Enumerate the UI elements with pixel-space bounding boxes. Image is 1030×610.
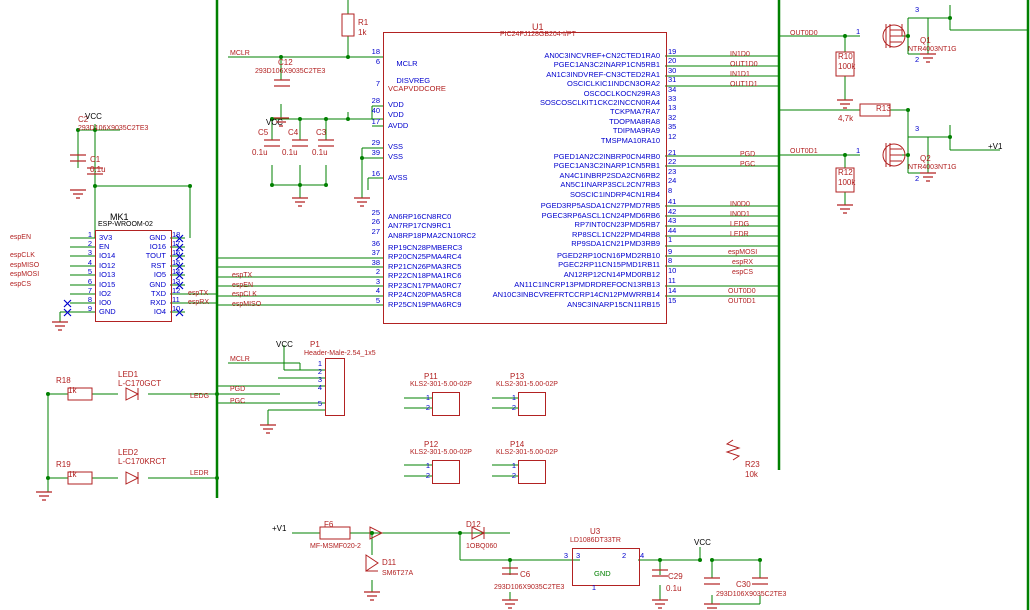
p1-pin-1: 1 <box>317 359 322 368</box>
mcu-right-num-14: 14 <box>668 286 677 295</box>
p1-pin-4: 4 <box>317 383 322 392</box>
ref-R19: R19 <box>56 460 71 469</box>
esp-pin-txd: TXD <box>151 289 166 298</box>
ref-F6: F6 <box>324 520 334 529</box>
esp-num-5: 5 <box>87 267 92 276</box>
mcu-right-num-42: 42 <box>668 207 677 216</box>
net-label-out0d1-mcu: OUT0D1 <box>728 298 756 305</box>
net-label-pgc-header: PGC <box>230 398 246 405</box>
val-R18: 1k <box>68 386 77 395</box>
net-label-vcc-reg: VCC <box>694 538 711 547</box>
reg-pin-in-num: 3 <box>563 551 568 560</box>
esp-pin-gnd-13: GND <box>149 280 166 289</box>
ref-D11: D11 <box>382 558 397 567</box>
mcu-right-pin-ra2: OSCICLKIC1INDCN3ORA2 <box>567 79 660 88</box>
mcu-right-pin-rb1a: PGEC1AN3C2INARP1CN5RB1 <box>553 60 660 69</box>
mcu-left-pin-rc2: AN8RP18PMA2CN10RC2 <box>388 231 476 240</box>
mcu-right-num-8: 8 <box>668 186 673 195</box>
mcu-left-pin-rc6: RP22CN18PMA1RC6 <box>388 271 462 280</box>
esp-num-8: 8 <box>87 295 92 304</box>
p1-pin-2: 2 <box>317 367 322 376</box>
esp-pin-io4: IO4 <box>153 307 166 316</box>
val-Q2: NTR4003NT1G <box>908 164 957 171</box>
mcu-right-pin-rb4: SOSCIC1INDRP4CN1RB4 <box>569 190 660 199</box>
val-LED1: L-C170GCT <box>118 379 162 388</box>
esp-num-13: 13 <box>172 277 181 286</box>
esp-part: ESP-WROOM-02 <box>98 221 153 228</box>
pin-name: MCLR <box>396 59 418 69</box>
ref-U3: U3 <box>590 527 601 536</box>
net-label-espmiso-left: espMISO <box>10 262 40 269</box>
esp-num-11: 11 <box>172 295 180 304</box>
esp-pin-rst: RST <box>151 261 166 270</box>
mcu-left-num-28: 28 <box>371 96 380 105</box>
esp-pin-gnd-18: GND <box>149 233 166 242</box>
p11-body <box>432 392 460 416</box>
mcu-right-pin-ra8: TDOPMA8RA8 <box>609 117 660 126</box>
net-label-ledr-wire: LEDR <box>190 470 209 477</box>
mcu-right-num-15: 15 <box>668 296 677 305</box>
net-label-ledg: LEDG <box>730 221 750 228</box>
esp-pin-io5: IO5 <box>153 270 166 279</box>
mcu-left-num-27: 27 <box>371 227 380 236</box>
net-label-espen-left: espEN <box>10 234 32 241</box>
net-label-espcs: espCS <box>732 269 754 276</box>
mcu-right-num-22: 22 <box>668 157 677 166</box>
ref-R10: R10 <box>838 52 853 61</box>
ref-R12: R12 <box>838 168 853 177</box>
mcu-right-num-13: 13 <box>668 103 677 112</box>
mcu-right-num-23: 23 <box>668 167 677 176</box>
ref-LED1: LED1 <box>118 370 139 379</box>
reg-pin-out-num: 4 <box>640 551 645 560</box>
net-label-v1-in: +V1 <box>272 524 287 533</box>
pin-name: DISVREG <box>396 76 431 86</box>
net-label-pgc: PGC <box>740 161 756 168</box>
net-label-espmosi-left: espMOSI <box>10 271 40 278</box>
ref-C12: C12 <box>278 58 293 67</box>
mcu-right-pin-rb2: AN4C1INBRP2SDA2CN6RB2 <box>559 171 660 180</box>
net-label-esptx: espTX <box>232 272 253 279</box>
ref-LED2: LED2 <box>118 448 139 457</box>
val-R13: 4,7k <box>838 114 854 123</box>
mcu-right-pin-ra0: AN0C3INCVREF+CN2CTED1RA0 <box>544 51 660 60</box>
mcu-right-num-34: 34 <box>668 85 677 94</box>
val-C4: 0.1u <box>282 148 298 157</box>
reg-pin-in: 3 <box>576 551 581 560</box>
mcu-right-num-31: 31 <box>668 75 677 84</box>
net-label-espmosi: espMOSI <box>728 249 758 256</box>
p14-pin-1: 1 <box>511 461 516 470</box>
esp-num-6: 6 <box>87 277 92 286</box>
val-P13: KLS2-301-5.00-02P <box>496 381 558 388</box>
mcu-right-pin-ra7: TCKPMA7RA7 <box>609 107 660 116</box>
mcu-right-pin-rb14: AN10C3INBCVREFRTCCRP14CN12PMWRRB14 <box>492 290 660 299</box>
esp-pin-en: EN <box>99 242 110 251</box>
esp-pin-tout: TOUT <box>145 251 166 260</box>
mcu-right-pin-rb9: RP9SDA1CN21PMD3RB9 <box>571 239 660 248</box>
esp-pin-rxd: RXD <box>150 298 166 307</box>
mcu-right-num-21: 21 <box>668 148 677 157</box>
net-label-v1-right: +V1 <box>988 142 1003 151</box>
mcu-left-num-3: 3 <box>375 277 380 286</box>
net-label-vcc-header: VCC <box>276 340 293 349</box>
mcu-right-pin-ra4: SOSCOSCLKIT1CKC2INCCN0RA4 <box>539 98 660 107</box>
mcu-right-num-32: 32 <box>668 113 677 122</box>
net-label-out0d1: OUT0D1 <box>790 148 818 155</box>
val-C1: 0.1u <box>90 165 106 174</box>
val-P11: KLS2-301-5.00-02P <box>410 381 472 388</box>
q1-source-num: 2 <box>915 55 920 64</box>
mcu-right-pin-rb13: AN11C1INCRP13PMDRDREFOCN13RB13 <box>514 280 660 289</box>
net-label-out0d0-mcu: OUT0D0 <box>728 288 756 295</box>
net-label-mclr-header: MCLR <box>230 356 250 363</box>
mcu-right-pin-rb11: PGEC2RP11CN15PMD1RB11 <box>558 260 660 269</box>
esp-num-4: 4 <box>87 258 92 267</box>
val-P14: KLS2-301-5.00-02P <box>496 449 558 456</box>
ref-P14: P14 <box>510 440 525 449</box>
reg-pin-gnd: GND <box>594 569 611 578</box>
mcu-right-num-41: 41 <box>668 197 677 206</box>
esp-num-18: 18 <box>172 230 181 239</box>
reg-pin-out: 2 <box>622 551 627 560</box>
ref-P1: P1 <box>310 340 320 349</box>
esp-pin-io13: IO13 <box>99 270 116 279</box>
mcu-left-pin-vcap: VCAPVDDCORE <box>388 84 446 93</box>
val-C30: 293D106X9035C2TE3 <box>716 591 787 598</box>
esp-num-12: 12 <box>172 286 181 295</box>
mcu-left-num-5: 5 <box>375 296 380 305</box>
p1-pin-5: 5 <box>317 399 322 408</box>
net-label-esptx-right: espTX <box>188 290 209 297</box>
ref-C29: C29 <box>668 572 683 581</box>
val-R10: 100k <box>838 62 856 71</box>
mcu-left-pin-vdd2: VDD <box>388 110 404 119</box>
net-label-in0d0: IN0D0 <box>730 201 750 208</box>
esp-pin-io15: IO15 <box>99 280 116 289</box>
esp-num-7: 7 <box>87 286 92 295</box>
esp-num-14: 14 <box>172 267 181 276</box>
mcu-left-num-16: 16 <box>371 169 380 178</box>
p11-pin-1: 1 <box>425 393 430 402</box>
mcu-right-num-8b: 8 <box>668 256 673 265</box>
mcu-left-pin-rc7: RP23CN17PMA0RC7 <box>388 281 462 290</box>
mcu-right-pin-rb12: AN12RP12CN14PMD0RB12 <box>563 270 660 279</box>
val-C29: 0.1u <box>666 584 682 593</box>
esp-pin-io0: IO0 <box>99 298 112 307</box>
esp-pin-3v3: 3V3 <box>99 233 113 242</box>
header-p1-body <box>325 358 345 416</box>
esp-pin-io14: IO14 <box>99 251 116 260</box>
mcu-right-num-10: 10 <box>668 266 677 275</box>
mcu-right-pin-rb5: PGED3RP5ASDA1CN27PMD7RB5 <box>540 201 660 210</box>
mcu-right-num-9: 9 <box>668 247 673 256</box>
esp-pin-gnd-left: GND <box>99 307 116 316</box>
ref-R23: R23 <box>745 460 760 469</box>
ref-C30: C30 <box>736 580 751 589</box>
ref-P11: P11 <box>424 372 438 381</box>
val-P12: KLS2-301-5.00-02P <box>410 449 472 456</box>
mcu-left-pin-rc9: RP25CN19PMA6RC9 <box>388 300 462 309</box>
ref-D12: D12 <box>466 520 481 529</box>
esp-num-17: 17 <box>172 239 181 248</box>
ref-C2: C2 <box>78 115 89 124</box>
mcu-right-num-11: 11 <box>668 276 676 285</box>
net-label-espclk: espCLK <box>232 291 257 298</box>
esp-pin-io2: IO2 <box>99 289 112 298</box>
mcu-right-pin-rb6: PGEC3RP6ASCL1CN24PMD6RB6 <box>541 211 660 220</box>
mcu-left-pin-rc8: RP24CN20PMA5RC8 <box>388 290 462 299</box>
mcu-right-num-43: 43 <box>668 216 677 225</box>
mcu-right-pin-ra3: OSCOCLKOCN29RA3 <box>583 89 660 98</box>
mcu-ref: U1 <box>532 22 544 32</box>
ref-R13: R13 <box>876 104 891 113</box>
net-label-out0d0: OUT0D0 <box>790 30 818 37</box>
esp-num-16: 16 <box>172 248 181 257</box>
val-C12: 293D106X9035C2TE3 <box>255 68 326 75</box>
mcu-right-num-44: 44 <box>668 226 677 235</box>
net-label-esprx-right: espRX <box>188 299 210 306</box>
mcu-right-pin-ra9: TDIPMA9RA9 <box>612 126 660 135</box>
mcu-left-num-37: 37 <box>371 248 380 257</box>
net-label-in0d1: IN0D1 <box>730 211 750 218</box>
mcu-right-pin-rb3: AN5C1INARP3SCL2CN7RB3 <box>560 180 660 189</box>
q2-drain-num: 3 <box>915 124 920 133</box>
p11-pin-2: 2 <box>425 403 430 412</box>
mcu-right-num-12: 12 <box>668 132 677 141</box>
ref-C6: C6 <box>520 570 531 579</box>
esp-num-3: 3 <box>87 248 92 257</box>
ref-C3: C3 <box>316 128 327 137</box>
ref-Q1: Q1 <box>920 36 931 45</box>
mcu-left-pin-avss: AVSS <box>388 173 408 182</box>
mcu-left-num-7: 7 <box>375 79 380 88</box>
q2-source-num: 2 <box>915 174 920 183</box>
mcu-left-pin-vdd1: VDD <box>388 100 404 109</box>
mcu-right-num-24: 24 <box>668 176 677 185</box>
mcu-left-pin-rc0: AN6RP16CN8RC0 <box>388 212 452 221</box>
mcu-right-num-30: 30 <box>668 66 677 75</box>
ref-C4: C4 <box>288 128 299 137</box>
mcu-left-pin-rc1: AN7RP17CN9RC1 <box>388 221 452 230</box>
ref-P12: P12 <box>424 440 439 449</box>
net-label-ledg-wire: LEDG <box>190 393 210 400</box>
net-label-vcc-mcu: VCC <box>266 118 283 127</box>
val-LED2: L-C170KRCT <box>118 457 167 466</box>
val-C6: 293D106X9035C2TE3 <box>494 584 565 591</box>
mcu-left-pin-rc4: RP20CN25PMA4RC4 <box>388 252 462 261</box>
mcu-left-num-17: 17 <box>371 117 380 126</box>
mcu-left-num-18: 18 <box>371 47 380 56</box>
mcu-right-pin-rb10: PGED2RP10CN16PMD2RB10 <box>557 251 660 260</box>
val-R23: 10k <box>745 470 758 479</box>
net-label-out1d1: OUT1D1 <box>730 81 758 88</box>
p13-pin-1: 1 <box>511 393 516 402</box>
ref-R1: R1 <box>358 18 369 27</box>
p12-pin-2: 2 <box>425 471 430 480</box>
esp-pin-io16: IO16 <box>149 242 166 251</box>
ref-C5: C5 <box>258 128 269 137</box>
reg-pin-gnd-num: 1 <box>591 583 596 592</box>
mcu-right-pin-ra1: AN1C3INDVREF-CN3CTED2RA1 <box>546 70 660 79</box>
esp-pin-io12: IO12 <box>99 261 116 270</box>
net-label-esprx: espRX <box>732 259 754 266</box>
p13-pin-2: 2 <box>511 403 516 412</box>
ref-Q2: Q2 <box>920 154 931 163</box>
net-label-in1d1: IN1D1 <box>730 71 750 78</box>
val-U3: LD1086DT33TR <box>570 537 621 544</box>
val-P1: Header-Male-2.54_1x5 <box>304 350 376 357</box>
mcu-right-num-1: 1 <box>668 235 673 244</box>
net-label-out1d0: OUT1D0 <box>730 61 758 68</box>
net-label-mclr-top: MCLR <box>230 50 250 57</box>
mcu-left-pin-rc3: RP19CN28PMBERC3 <box>388 243 463 252</box>
mcu-right-num-19: 19 <box>668 47 677 56</box>
mcu-part: PIC24FJ128GB204-I/PT <box>500 31 576 38</box>
p1-pin-3: 3 <box>317 375 322 384</box>
mcu-left-num-29: 29 <box>371 138 380 147</box>
mcu-left-pin-avdd: AVDD <box>388 121 409 130</box>
val-C5: 0.1u <box>252 148 268 157</box>
esp-num-15: 15 <box>172 258 181 267</box>
mcu-right-num-33: 33 <box>668 94 677 103</box>
mcu-left-num-40: 40 <box>371 106 380 115</box>
mcu-left-num-4: 4 <box>375 286 380 295</box>
mcu-right-pin-rb1: PGEC1AN3C2INARP1CN5RB1 <box>553 161 660 170</box>
mcu-right-pin-rb8: RP8SCL1CN22PMD4RB8 <box>572 230 660 239</box>
net-label-espclk-left: espCLK <box>10 252 35 259</box>
q1-gate-num: 1 <box>856 27 861 36</box>
net-label-espcs-left: espCS <box>10 281 32 288</box>
val-C2: 293D106X9035C2TE3 <box>78 125 149 132</box>
p14-pin-2: 2 <box>511 471 516 480</box>
mcu-left-num-2: 2 <box>375 267 380 276</box>
mcu-left-num-25: 25 <box>371 208 380 217</box>
esp-ref: MK1 <box>110 212 129 222</box>
val-R12: 100k <box>838 178 856 187</box>
mcu-right-num-20: 20 <box>668 56 677 65</box>
mcu-left-num-6: 6 <box>375 57 380 66</box>
net-label-vcc-esp: VCC <box>85 112 102 121</box>
val-D11: SM6T27A <box>382 570 414 577</box>
p14-body <box>518 460 546 484</box>
mcu-left-num-36: 36 <box>371 239 380 248</box>
esp-num-10: 10 <box>172 304 181 313</box>
val-D12: 1OBQ060 <box>466 543 498 550</box>
mcu-left-pin-rc5: RP21CN26PMA3RC5 <box>388 262 462 271</box>
net-label-pgd: PGD <box>740 151 756 158</box>
mcu-right-pin-ra10: TMSPMA10RA10 <box>600 136 660 145</box>
net-label-ledr: LEDR <box>730 231 749 238</box>
net-label-pgd-header: PGD <box>230 386 246 393</box>
q2-gate-num: 1 <box>856 146 861 155</box>
mcu-right-num-35: 35 <box>668 122 677 131</box>
ref-P13: P13 <box>510 372 525 381</box>
mcu-right-pin-rb7: RP7INT0CN23PMD5RB7 <box>574 220 660 229</box>
mcu-right-pin-rb15: AN9C3INARP15CN11RB15 <box>567 300 660 309</box>
regulator-body <box>572 548 640 586</box>
val-Q1: NTR4003NT1G <box>908 46 957 53</box>
esp-num-1: 1 <box>87 230 92 239</box>
ref-C1: C1 <box>90 155 101 164</box>
val-C3: 0.1u <box>312 148 328 157</box>
mcu-right-pin-rb0: PGED1AN2C2INBRP0CN4RB0 <box>553 152 660 161</box>
esp-num-9: 9 <box>87 304 92 313</box>
mcu-left-num-39: 39 <box>371 148 380 157</box>
p12-body <box>432 460 460 484</box>
mcu-left-pin-vss1: VSS <box>388 142 404 151</box>
p12-pin-1: 1 <box>425 461 430 470</box>
net-label-espen: espEN <box>232 282 254 289</box>
q1-drain-num: 3 <box>915 5 920 14</box>
val-R1: 1k <box>358 28 367 37</box>
mcu-left-num-38: 38 <box>371 258 380 267</box>
val-R19: 1k <box>68 470 77 479</box>
mcu-left-num-26: 26 <box>371 217 380 226</box>
net-label-espmiso: espMISO <box>232 301 262 308</box>
mcu-left-pin-vss2: VSS <box>388 152 404 161</box>
esp-num-2: 2 <box>87 239 92 248</box>
ref-R18: R18 <box>56 376 71 385</box>
p13-body <box>518 392 546 416</box>
net-label-in1d0: IN1D0 <box>730 51 750 58</box>
val-F6: MF-MSMF020-2 <box>310 543 361 550</box>
